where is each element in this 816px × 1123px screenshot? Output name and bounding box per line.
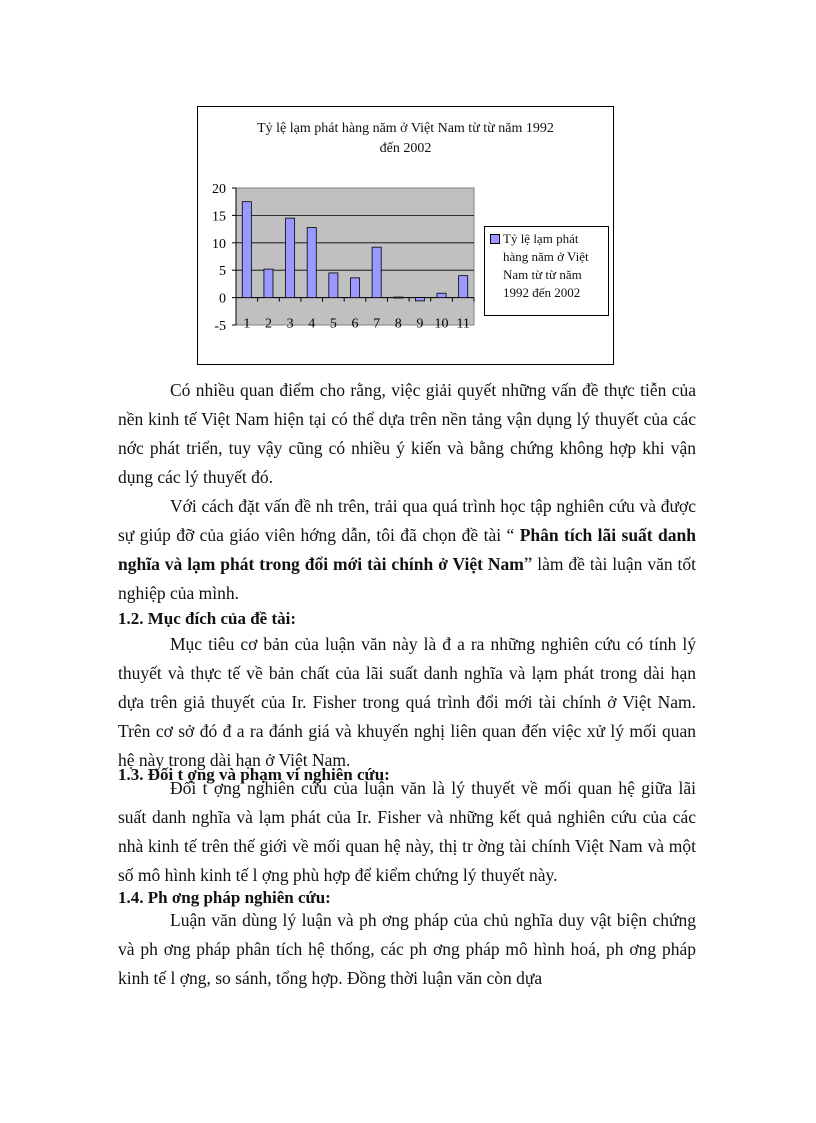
bar-9 [415, 298, 424, 301]
bar-6 [350, 278, 359, 298]
y-tick-label: -5 [214, 319, 226, 334]
x-tick-label: 9 [416, 316, 424, 332]
paragraph-2-intro: Với cách đặt vấn đề nh trên, trải qua quá trình học tập nghiên cứu và được sự giúp đỡ của giáo viên hớng dẫn, tôi đã chọn đề tài “ [118, 496, 696, 545]
legend-line-2: hàng năm ở Việt [503, 249, 589, 264]
inflation-chart [197, 106, 614, 365]
bar-10 [437, 293, 446, 297]
y-tick-label: 0 [219, 291, 226, 307]
x-tick-label: 10 [434, 316, 449, 332]
x-tick-label: 1 [243, 316, 251, 332]
chart-title-line-1: Tỷ lệ lạm phát hàng năm ở Việt Nam từ từ năm 1992 [257, 121, 554, 136]
x-tick-label: 5 [329, 316, 337, 332]
chart-title-line-2: đến 2002 [379, 141, 432, 156]
x-tick-label: 7 [373, 316, 381, 332]
y-tick-label: 15 [212, 209, 226, 225]
heading-1-2: 1.2. Mục đích của đề tài: [118, 609, 297, 628]
bar-7 [372, 247, 381, 297]
bar-4 [307, 227, 316, 297]
paragraph-1: Có nhiều quan điểm cho rằng, việc giải quyết những vấn đề thực tiễn của nền kinh tế Việt Nam hiện tại có thể dựa trên nền tảng vận dụng lý thuyết của các nớc phát triển, tuy vậy cũng có nhiều ý kiến và bằng chứng không hợp khi vận dụng các lý thuyết đó. [118, 380, 696, 487]
thesis-title-close-quote: ” [523, 554, 533, 575]
plot-area [236, 188, 474, 325]
x-tick-label: 2 [264, 316, 272, 332]
y-tick-label: 20 [212, 182, 226, 197]
chart-legend [484, 226, 609, 316]
heading-1-3: 1.3. Đối t ợng và phạm vi nghiên cứu: [118, 765, 390, 784]
x-tick-label: 8 [394, 316, 402, 332]
paragraph-5: Luận văn dùng lý luận và ph ơng pháp của chủ nghĩa duy vật biện chứng và ph ơng pháp phân tích hệ thống, các ph ơng pháp mô hình hoá, ph ơng pháp kinh tế l ợng, so sánh, tổng hợp. Đồng thời luận văn còn dựa [118, 910, 696, 988]
x-tick-label: 4 [308, 316, 316, 332]
bar-8 [394, 297, 403, 298]
paragraph-2 [118, 492, 696, 608]
bar-3 [286, 218, 295, 297]
y-tick-label: 5 [219, 264, 226, 280]
legend-swatch [490, 234, 500, 244]
bar-1 [242, 202, 251, 298]
legend-line-4: 1992 đến 2002 [503, 285, 581, 300]
bar-2 [264, 269, 273, 297]
paragraph-3: Mục tiêu cơ bản của luận văn này là đ a ra những nghiên cứu có tính lý thuyết và thực tế về bản chất của lãi suất danh nghĩa và lạm phát trong dài hạn dựa trên giả thuyết của Ir. Fisher trong quá trình đổi mới tài chính ở Việt Nam. Trên cơ sở đó đ a ra đánh giá và khuyến nghị liên quan đến việc xử lý mối quan hệ này trong dài hạn ở Việt Nam. [118, 634, 696, 770]
legend-line-3: Nam từ từ năm [503, 267, 582, 282]
bar-5 [329, 273, 338, 298]
heading-1-4: 1.4. Ph ơng pháp nghiên cứu: [118, 888, 331, 907]
paragraph-4: Đối t ợng nghiên cứu của luận văn là lý thuyết về mối quan hệ giữa lãi suất danh nghĩa và lạm phát của Ir. Fisher và những kết quả nghiên cứu của các nhà kinh tế trên thế giới về mối quan hệ này, thị tr ờng tài chính Việt Nam và một số mô hình kinh tế l ợng phù hợp để kiểm chứng lý thuyết này. [118, 778, 696, 885]
bar-11 [459, 276, 468, 298]
x-tick-label: 3 [286, 316, 294, 332]
legend-line-1: Tỷ lệ lạm phát [503, 231, 579, 246]
x-tick-label: 6 [351, 316, 359, 332]
x-tick-label: 11 [456, 316, 470, 332]
thesis-title: Phân tích lãi suất danh nghĩa và lạm phát trong đổi mới tài chính ở Việt Nam [118, 525, 697, 574]
legend-text [503, 230, 605, 302]
paragraph-2-end: làm đề tài luận văn tốt nghiệp của mình. [118, 554, 696, 603]
y-tick-label: 10 [212, 236, 226, 252]
